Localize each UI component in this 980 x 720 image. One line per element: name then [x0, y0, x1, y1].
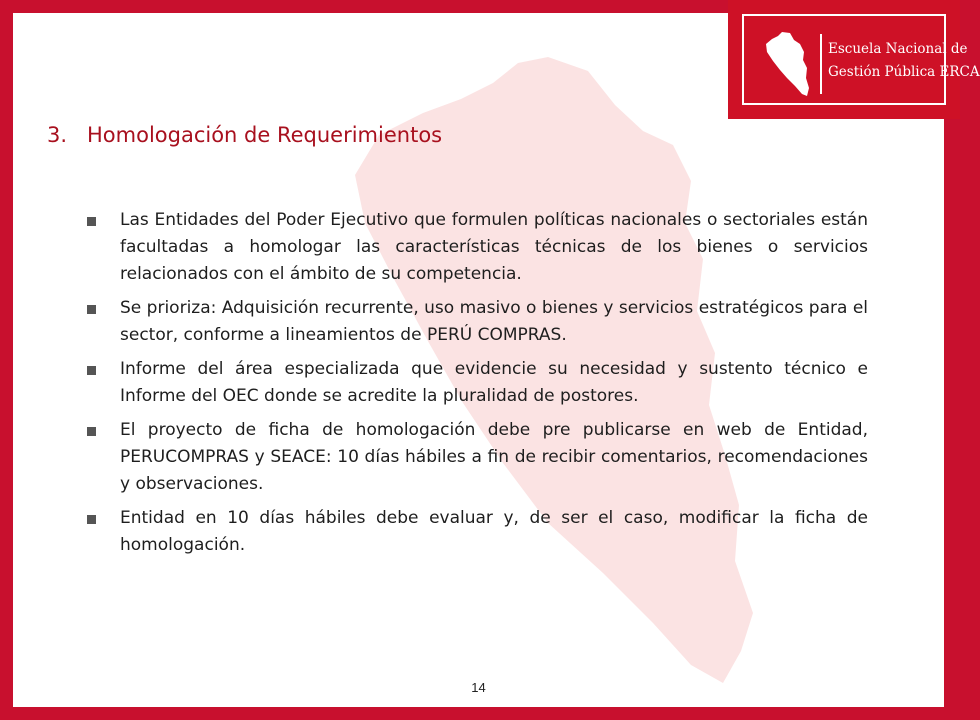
square-bullet-icon	[87, 427, 96, 436]
page-number: 14	[471, 680, 486, 695]
square-bullet-icon	[87, 515, 96, 524]
square-bullet-icon	[87, 305, 96, 314]
logo	[728, 0, 980, 119]
peru-map-icon	[762, 30, 812, 100]
bullet-text: Se prioriza: Adquisición recurrente, uso masivo o bienes y servicios estratégicos para el sector, conforme a lineamientos de PERÚ COMPRAS.	[120, 298, 868, 345]
logo-text	[828, 38, 980, 84]
bullet-text: Entidad en 10 días hábiles debe evaluar y, de ser el caso, modificar la ficha de homologación.	[120, 508, 868, 555]
bullet-item	[87, 505, 868, 559]
section-heading	[47, 123, 442, 147]
bullet-item	[87, 417, 868, 498]
bullet-text: El proyecto de ficha de homologación debe pre publicarse en web de Entidad, PERUCOMPRAS y SEACE: 10 días hábiles a fin de recibir comentarios, recomendaciones y observaciones.	[120, 420, 868, 494]
section-title: Homologación de Requerimientos	[87, 123, 443, 147]
bullet-item	[87, 295, 868, 349]
bullet-item	[87, 356, 868, 410]
bullet-text: Informe del área especializada que evidencie su necesidad y sustento técnico e Informe del OEC donde se acredite la pluralidad de postores.	[120, 359, 868, 406]
square-bullet-icon	[87, 366, 96, 375]
logo-divider	[820, 34, 822, 94]
section-number: 3.	[47, 123, 68, 147]
bullet-item	[87, 207, 868, 288]
square-bullet-icon	[87, 217, 96, 226]
slide	[13, 13, 980, 707]
logo-frame	[742, 14, 980, 105]
logo-line-2: Gestión Pública ERCA	[828, 64, 980, 80]
bullet-text: Las Entidades del Poder Ejecutivo que formulen políticas nacionales o sectoriales están facultadas a homologar las características técnicas de los bienes o servicios relacionados con el ámbito de su competencia.	[120, 210, 868, 284]
logo-line-1: Escuela Nacional de	[828, 41, 968, 57]
bullet-list	[87, 207, 868, 566]
